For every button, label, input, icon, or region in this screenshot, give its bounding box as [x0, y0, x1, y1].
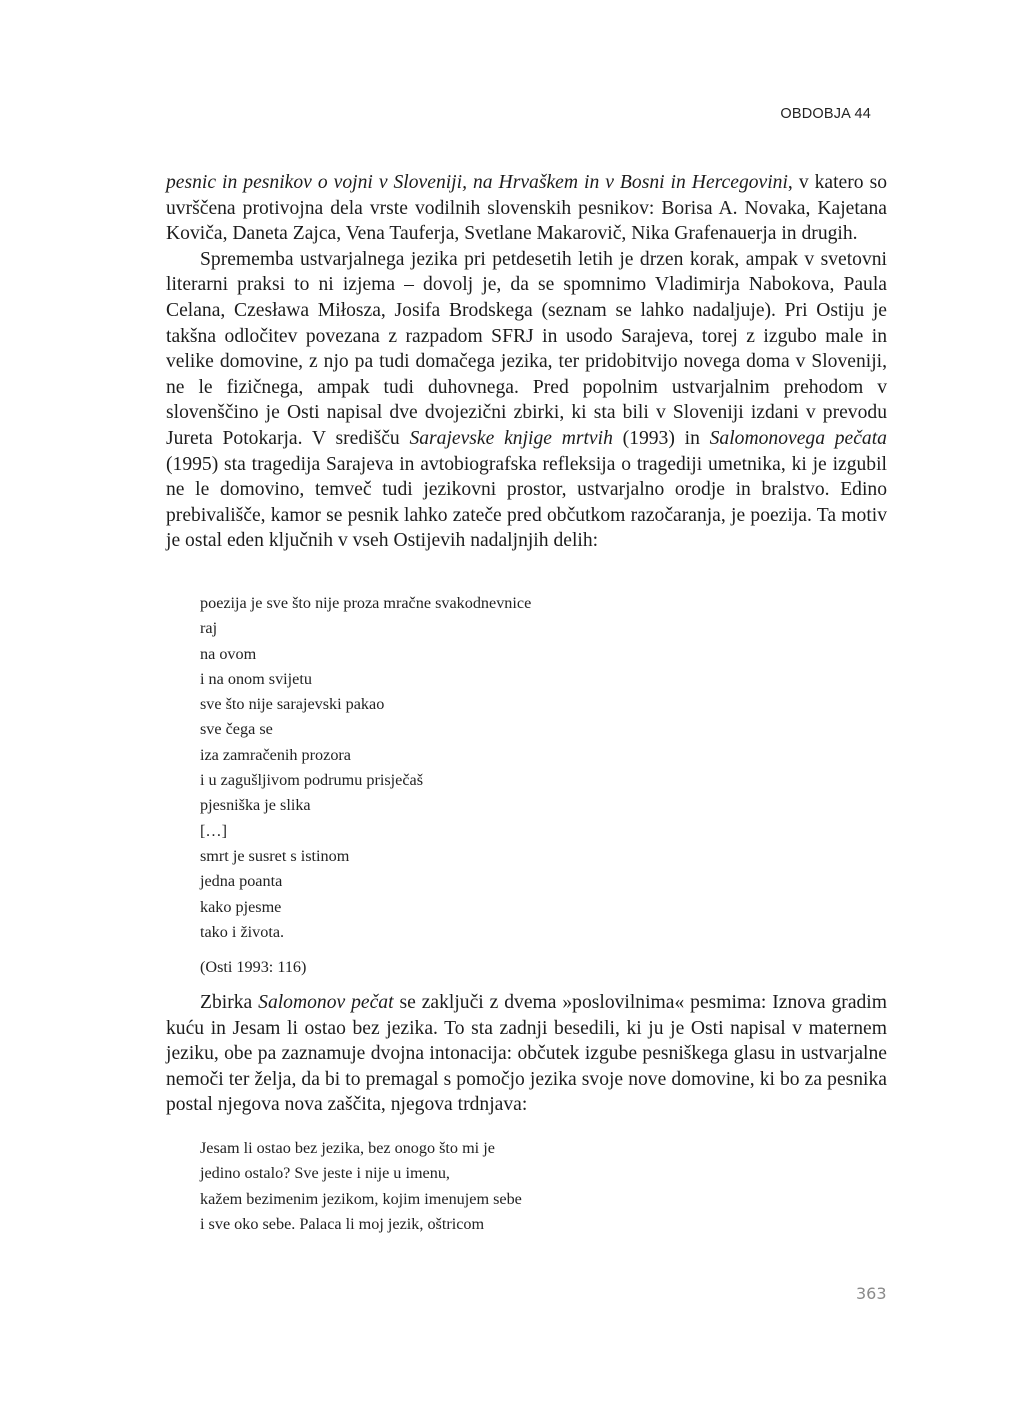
italic-title: Salomonovega pečata	[709, 427, 887, 449]
body-text-block-1	[166, 170, 887, 554]
poem-line: poezija je sve što nije proza mračne svakodnevnice	[200, 594, 532, 612]
paragraph-text: , v katero so uvrščena protivojna dela vrste vodilnih slovenskih pesnikov: Borisa A. Novaka, Kajetana Koviča, Daneta Zajca, Vena Tauferja, Svetlane Makarovič, Nika Grafenauerja in drugih.	[166, 172, 887, 245]
poem-line: i u zagušljivom podrumu prisječaš	[200, 771, 423, 790]
paragraph-text: se zaključi z dvema »poslovilnima« pesmima: Iznova gradim kuću in Jesam li ostao bez jezika. To sta zadnji besedili, ki ju je Osti napisal v maternem jeziku, obe pa zaznamuje dvojna intonacija: občutek izgube pesniškega glasu in ustvarjalne nemoči ter želja, da bi to premagal s pomočjo jezika svoje nove domovine, ki bo za pesnika postal njegova nova zaščita, njegova trdnjava:	[166, 992, 887, 1116]
poem-line: raj	[200, 619, 218, 638]
poem-line: kako pjesme	[200, 897, 282, 916]
poem-line: kažem bezimenim jezikom, kojim imenujem sebe	[200, 1189, 522, 1208]
body-text-block-2	[166, 990, 887, 1118]
poem-line: sve što nije sarajevski pakao	[200, 695, 385, 714]
paragraph-text: Sprememba ustvarjalnega jezika pri petdesetih letih je drzen korak, ampak v svetovni literarni praksi to ni izjema – dovolj je, da se spomnimo Vladimirja Nabokova, Paula Celana, Czesława Miłosza, Josifa Brodskega (seznam se lahko nadaljuje). Pri Ostiju je takšna odločitev povezana z razpadom SFRJ in usodo Sarajeva, torej z izgubo male in velike domovine, z njo pa tudi domačega jezika, ter pridobitvijo novega doma v Sloveniji, ne le fizičnega, ampak tudi duhovnega. Pred popolnim ustvarjalnim prehodom v slovenščino je Osti napisal dve dvojezični zbirki, ki sta bili v Sloveniji izdani v prevodu Jureta Potokarja. V središču	[166, 248, 887, 449]
paragraph-text: Zbirka	[200, 992, 259, 1013]
poem-line: tako i života.	[200, 922, 285, 941]
italic-title: Salomonov pečat	[258, 992, 394, 1013]
poem-quote-1	[200, 591, 531, 945]
paragraph-text: (1995) sta tragedija Sarajeva in avtobiografska refleksija o tragediji umetnika, ki je izgubil ne le domovino, temveč tudi jezikovni prostor, ustvarjalno orodje in bralstvo. Edino prebivališče, kamor se pesnik lahko zateče pred občutkom razočaranja, je poezija. Ta motiv je ostal eden ključnih v vseh Ostijevih nadaljnjih delih:	[166, 453, 887, 552]
poem-line: i na onom svijetu	[200, 669, 312, 688]
poem-line: pjesniška je slika	[200, 796, 311, 815]
poem-line: jedino ostalo? Sve jeste i nije u imenu,	[200, 1164, 450, 1183]
poem-line: sve čega se	[200, 720, 273, 739]
poem-line: jedna poanta	[200, 872, 283, 891]
paragraph	[166, 247, 887, 554]
poem-line: smrt je susret s istinom	[200, 846, 350, 865]
poem-line: i sve oko sebe. Palaca li moj jezik, oštricom	[200, 1214, 485, 1233]
paragraph-text: (1993) in	[612, 427, 710, 449]
poem-line: […]	[200, 821, 227, 840]
poem-line: Jesam li ostao bez jezika, bez onogo što mi je	[200, 1139, 495, 1157]
poem-line: iza zamračenih prozora	[200, 745, 351, 764]
paragraph	[166, 990, 887, 1118]
page-number: 363	[856, 1284, 887, 1303]
running-header: OBDOBJA 44	[780, 106, 871, 122]
poem-quote-2	[200, 1136, 522, 1237]
italic-title: pesnic in pesnikov o vojni v Sloveniji, na Hrvaškem in v Bosni in Hercegovini	[166, 172, 788, 193]
paragraph-continued	[166, 170, 887, 247]
poem-line: na ovom	[200, 644, 257, 663]
italic-title: Sarajevske knjige mrtvih	[409, 427, 613, 449]
poem-citation: (Osti 1993: 116)	[200, 958, 307, 976]
